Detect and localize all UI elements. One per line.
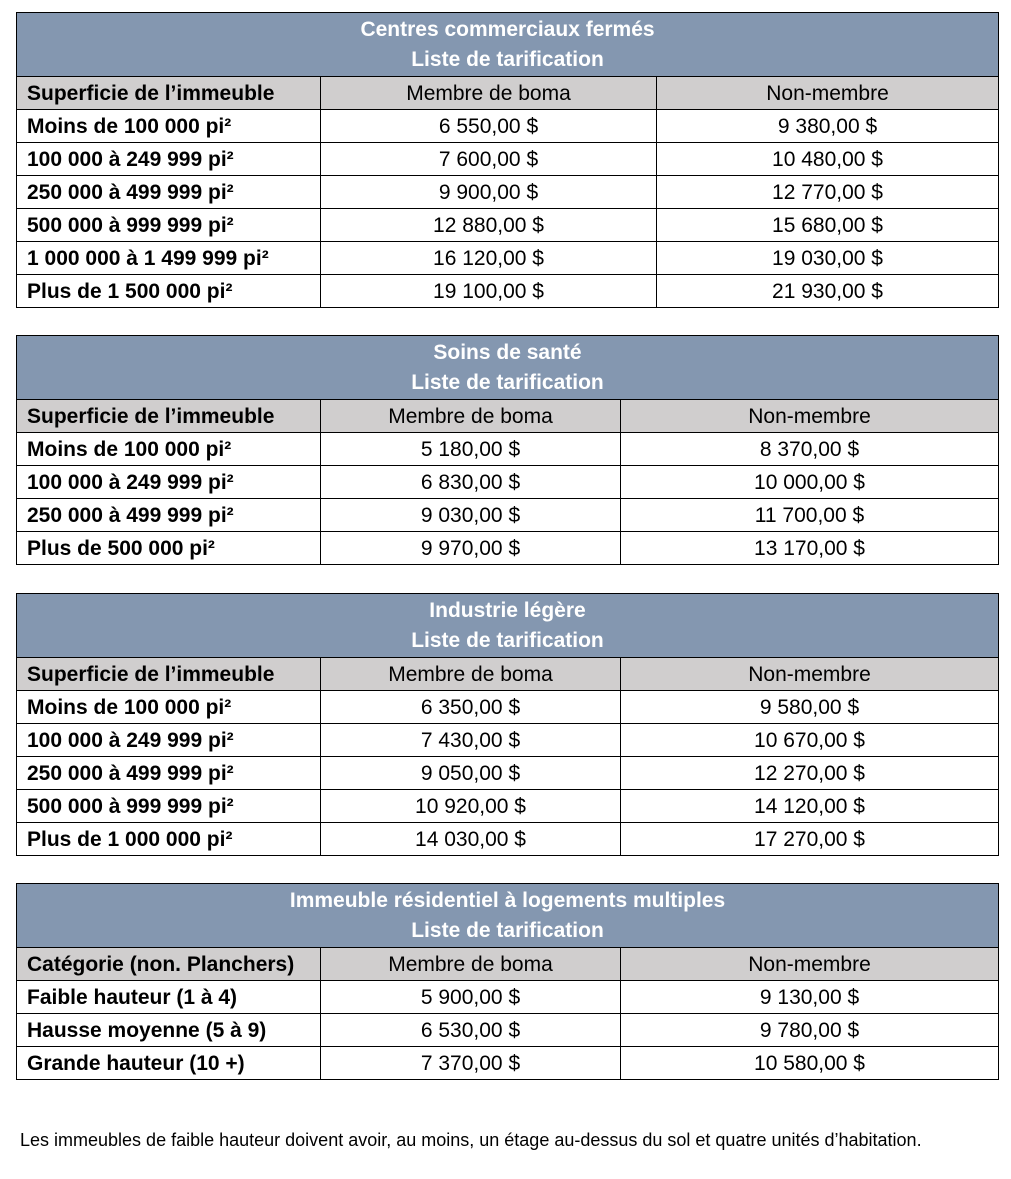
table-row <box>17 110 999 143</box>
nonmember-price: 9 580,00 $ <box>621 691 999 724</box>
row-label: Faible hauteur (1 à 4) <box>17 981 321 1014</box>
table-title <box>17 594 999 658</box>
row-label: Moins de 100 000 pi² <box>17 433 321 466</box>
table-title <box>17 13 999 77</box>
table-row <box>17 1047 999 1080</box>
table-title-line2: Liste de tarification <box>411 48 604 71</box>
table-title-line2: Liste de tarification <box>411 371 604 394</box>
table-row <box>17 275 999 308</box>
col-header-nonmember: Non-membre <box>621 400 999 433</box>
member-price: 9 900,00 $ <box>321 176 657 209</box>
row-label: 100 000 à 249 999 pi² <box>17 724 321 757</box>
member-price: 9 970,00 $ <box>321 532 621 565</box>
table-row <box>17 757 999 790</box>
row-label: 250 000 à 499 999 pi² <box>17 757 321 790</box>
table-row <box>17 143 999 176</box>
nonmember-price: 12 270,00 $ <box>621 757 999 790</box>
table-title <box>17 884 999 948</box>
nonmember-price: 17 270,00 $ <box>621 823 999 856</box>
pricing-table-multi-residential <box>16 883 999 1080</box>
member-price: 12 880,00 $ <box>321 209 657 242</box>
row-label: 250 000 à 499 999 pi² <box>17 176 321 209</box>
nonmember-price: 12 770,00 $ <box>657 176 999 209</box>
col-header-member: Membre de boma <box>321 77 657 110</box>
col-header-category: Catégorie (non. Planchers) <box>17 948 321 981</box>
member-price: 16 120,00 $ <box>321 242 657 275</box>
col-header-nonmember: Non-membre <box>657 77 999 110</box>
nonmember-price: 13 170,00 $ <box>621 532 999 565</box>
member-price: 14 030,00 $ <box>321 823 621 856</box>
table-row <box>17 176 999 209</box>
table-title-line1: Immeuble résidentiel à logements multiples <box>289 889 726 912</box>
row-label: Moins de 100 000 pi² <box>17 110 321 143</box>
table-title-line1: Industrie légère <box>429 599 586 622</box>
row-label: 100 000 à 249 999 pi² <box>17 143 321 176</box>
nonmember-price: 9 130,00 $ <box>621 981 999 1014</box>
pricing-table-light-industry <box>16 593 999 856</box>
col-header-nonmember: Non-membre <box>621 948 999 981</box>
row-label: Plus de 1 000 000 pi² <box>17 823 321 856</box>
row-label: Plus de 1 500 000 pi² <box>17 275 321 308</box>
nonmember-price: 8 370,00 $ <box>621 433 999 466</box>
table-row <box>17 466 999 499</box>
member-price: 6 530,00 $ <box>321 1014 621 1047</box>
member-price: 6 350,00 $ <box>321 691 621 724</box>
table-row <box>17 1014 999 1047</box>
member-price: 19 100,00 $ <box>321 275 657 308</box>
col-header-member: Membre de boma <box>321 658 621 691</box>
member-price: 6 830,00 $ <box>321 466 621 499</box>
table-title-line2: Liste de tarification <box>411 919 604 942</box>
row-label: 500 000 à 999 999 pi² <box>17 209 321 242</box>
table-row <box>17 532 999 565</box>
row-label: 250 000 à 499 999 pi² <box>17 499 321 532</box>
nonmember-price: 10 000,00 $ <box>621 466 999 499</box>
col-header-member: Membre de boma <box>321 948 621 981</box>
pricing-table-health-care <box>16 335 999 565</box>
col-header-member: Membre de boma <box>321 400 621 433</box>
member-price: 9 050,00 $ <box>321 757 621 790</box>
row-label: 100 000 à 249 999 pi² <box>17 466 321 499</box>
nonmember-price: 14 120,00 $ <box>621 790 999 823</box>
nonmember-price: 10 580,00 $ <box>621 1047 999 1080</box>
table-title-line2: Liste de tarification <box>411 629 604 652</box>
member-price: 9 030,00 $ <box>321 499 621 532</box>
table-row <box>17 724 999 757</box>
table-row <box>17 209 999 242</box>
col-header-nonmember: Non-membre <box>621 658 999 691</box>
table-title-line1: Soins de santé <box>433 341 582 364</box>
table-row <box>17 790 999 823</box>
nonmember-price: 21 930,00 $ <box>657 275 999 308</box>
row-label: 1 000 000 à 1 499 999 pi² <box>17 242 321 275</box>
member-price: 10 920,00 $ <box>321 790 621 823</box>
col-header-area: Superficie de l’immeuble <box>17 77 321 110</box>
footnote: Les immeubles de faible hauteur doivent avoir, au moins, un étage au-dessus du sol et quatre unités d’habitation. <box>20 1130 922 1150</box>
col-header-area: Superficie de l’immeuble <box>17 400 321 433</box>
nonmember-price: 15 680,00 $ <box>657 209 999 242</box>
pricing-table-shopping-centres <box>16 12 999 308</box>
nonmember-price: 11 700,00 $ <box>621 499 999 532</box>
table-row <box>17 691 999 724</box>
nonmember-price: 10 670,00 $ <box>621 724 999 757</box>
nonmember-price: 9 780,00 $ <box>621 1014 999 1047</box>
row-label: Moins de 100 000 pi² <box>17 691 321 724</box>
member-price: 7 600,00 $ <box>321 143 657 176</box>
table-title-line1: Centres commerciaux fermés <box>360 18 655 41</box>
member-price: 7 370,00 $ <box>321 1047 621 1080</box>
row-label: Plus de 500 000 pi² <box>17 532 321 565</box>
row-label: 500 000 à 999 999 pi² <box>17 790 321 823</box>
member-price: 7 430,00 $ <box>321 724 621 757</box>
table-row <box>17 499 999 532</box>
table-row <box>17 981 999 1014</box>
member-price: 6 550,00 $ <box>321 110 657 143</box>
row-label: Hausse moyenne (5 à 9) <box>17 1014 321 1047</box>
nonmember-price: 9 380,00 $ <box>657 110 999 143</box>
col-header-area: Superficie de l’immeuble <box>17 658 321 691</box>
table-title <box>17 336 999 400</box>
table-row <box>17 242 999 275</box>
table-row <box>17 433 999 466</box>
nonmember-price: 10 480,00 $ <box>657 143 999 176</box>
nonmember-price: 19 030,00 $ <box>657 242 999 275</box>
row-label: Grande hauteur (10 +) <box>17 1047 321 1080</box>
member-price: 5 180,00 $ <box>321 433 621 466</box>
table-row <box>17 823 999 856</box>
member-price: 5 900,00 $ <box>321 981 621 1014</box>
